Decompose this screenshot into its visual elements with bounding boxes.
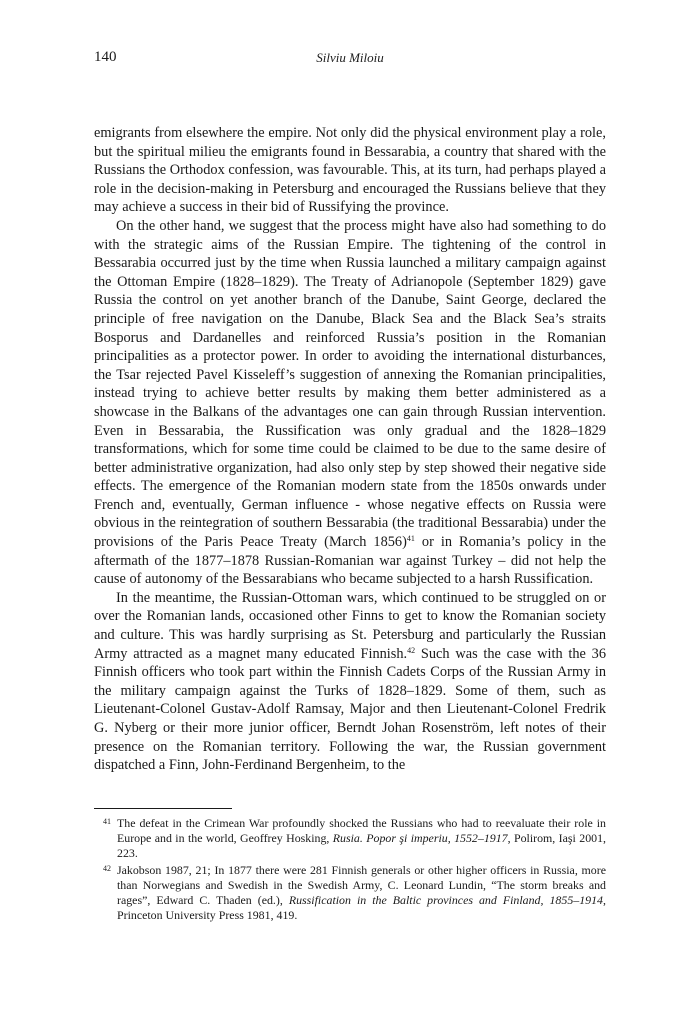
- footnotes: [94, 816, 606, 924]
- footnote-text: Jakobson 1987, 21; In 1877 there were 281 Finnish generals or other higher officers in Russia, more than Norwegians and Swedish in the Swedish Army, C. Leonard Lundin, “The storm breaks and rages”, Edward C. Thaden (ed.),: [117, 862, 606, 908]
- footnote-42: [94, 863, 606, 924]
- paragraph-1: [94, 124, 606, 217]
- paragraph-2-text-b: or in Romania’s policy in the aftermath of the 1877–1878 Russian-Romanian war against Turkey – did not help the cause of autonomy of the Bessarabians who became subjected to a harsh Russification.: [94, 534, 606, 588]
- footnote-number: 42: [103, 863, 111, 873]
- running-head: [94, 49, 606, 69]
- body-text: [94, 124, 606, 775]
- paragraph-2-text-a: On the other hand, we suggest that the process might have also had something to do with the strategic aims of the Russian Empire. The tightening of the control in Bessarabia occurred just by the time when Russia launched a military campaign against the Ottoman Empire (1828–1829). The Treaty of Adrianopole (September 1829) gave Russia the control on yet another branch of the Danube, Saint George, declared the principle of free navigation on the Danube, Black Sea and the Black Sea’s straits Bosporus and Dardanelles and reinforced Russia’s position in the Romanian principalities as a protector power. In order to avoiding the international disturbances, the Tsar rejected Pavel Kisseleff’s suggestion of annexing the Romanian principalities, instead trying to achieve better results by making them better administered as a showcase in the Balkans of the advantages one can gain through Russian intervention. Even in Bessarabia, the Russification was only gradual and the 1828–1829 transformations, which for some time could be claimed to be due to the same desire of better administrative organization, had also only step by step showed their negative side effects. The emergence of the Romanian modern state from the 1850s onwards under French and, eventually, German influence - whose negative effects on Russia were obvious in the reintegration of southern Bessarabia (the traditional Bessarabia) under the provisions of the Paris Peace Treaty (March 1856): [94, 217, 606, 551]
- footnote-text: , Polirom, Iaşi 2001, 223.: [117, 831, 607, 861]
- footnote-ref-41[interactable]: 41: [406, 534, 415, 544]
- page-number: 140: [94, 49, 117, 65]
- footnote-title: Rusia. Popor şi imperiu, 1552–1917: [332, 831, 508, 846]
- paragraph-3-text-b: Such was the case with the 36 Finnish officers who took part within the Finnish Cadets Corps of the Russian Army in the military campaign against the Turks of 1828–1829. Some of them, such as Lieutenant-Colonel Gustav-Adolf Ramsay, Major and then Lieutenant-Colonel Fredrik G. Nyberg or their more junior officer, Berndt Johan Rosenström, left notes of their presence on the Romanian territory. Following the war, the Russian government dispatched a Finn, John-Ferdinand Bergenheim, to the: [94, 645, 607, 774]
- paragraph-3-text-a: In the meantime, the Russian-Ottoman wars, which continued to be struggled on or over the Romanian lands, occasioned other Finns to get to know the Romanian society and culture. This was hardly surprising as St. Petersburg and particularly the Russian Army attracted as a magnet many educated Finnish.: [94, 589, 606, 662]
- footnote-text: , Princeton University Press 1981, 419.: [117, 893, 606, 923]
- paragraph-1-text: emigrants from elsewhere the empire. Not only did the physical environment play a role, but the spiritual milieu the emigrants found in Bessarabia, a country that shared with the Russians the Orthodox confession, was favourable. This, at its turn, had perhaps played a role in the decision-making in Petersburg and encouraged the Russians believe that they may achieve a success in their bid of Russifying the province.: [94, 125, 606, 216]
- footnote-ref-42[interactable]: 42: [407, 645, 416, 655]
- paragraph-3: [94, 589, 606, 775]
- footnote-number: 41: [103, 817, 111, 826]
- paragraph-2: [94, 217, 606, 589]
- footnote-title: Russification in the Baltic provinces and Finland, 1855–1914: [288, 893, 603, 908]
- footnote-text: The defeat in the Crimean War profoundly shocked the Russians who had to reevaluate their role in Europe and in the world, Geoffrey Hosking,: [117, 816, 606, 846]
- running-title: Silviu Miloiu: [316, 50, 384, 65]
- footnote-41: [94, 816, 606, 862]
- footnote-divider: [94, 808, 232, 809]
